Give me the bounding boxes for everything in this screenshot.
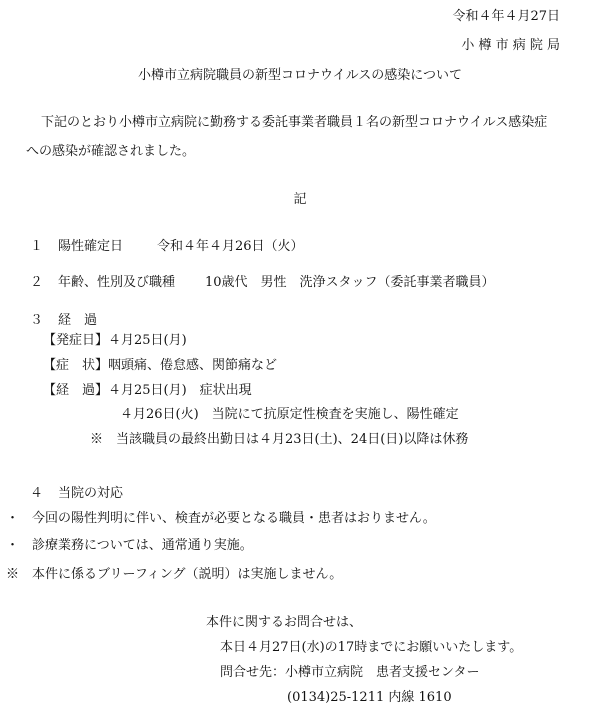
document-date: 令和４年４月27日: [452, 9, 560, 24]
contact-line-2: 本日４月27日(水)の17時までにお願いいたします。: [220, 640, 523, 655]
item-2: [30, 276, 495, 289]
item-3-number: ３: [30, 313, 44, 328]
item-3-symptoms: 【症 状】咽頭痛、倦怠感、関節痛など: [43, 358, 278, 373]
contact-line-1: 本件に関するお問合せは、: [206, 615, 363, 630]
item-3-onset: 【発症日】４月25日(月): [43, 333, 187, 348]
item-3: [30, 314, 97, 327]
item-2-label: 年齢、性別及び職種: [58, 275, 176, 290]
issuer-name: 小 樽 市 病 院 局: [461, 38, 560, 53]
item-1: [30, 240, 304, 253]
contact-line-3: 問合せ先：小樽市立病院 患者支援センター: [220, 665, 480, 680]
item-4-label: 当院の対応: [58, 486, 124, 501]
ki-heading: 記: [293, 192, 307, 207]
item-3-note: ※ 当該職員の最終出勤日は４月23日(土)、24日(日)以降は休務: [90, 432, 469, 447]
contact-phone: (0134)25-1211 内線 1610: [287, 690, 452, 705]
item-4-note: ※ 本件に係るブリーフィング（説明）は実施しません。: [6, 567, 343, 582]
item-3-course-1: 【経 過】４月25日(月) 症状出現: [43, 383, 252, 398]
intro-line-1: 下記のとおり小樽市立病院に勤務する委託事業者職員１名の新型コロナウイルス感染症: [41, 115, 548, 130]
item-1-number: １: [30, 239, 44, 254]
item-2-value: 10歳代 男性 洗浄スタッフ（委託事業者職員）: [205, 275, 495, 290]
item-3-course-2: ４月26日(火) 当院にて抗原定性検査を実施し、陽性確定: [120, 407, 459, 422]
item-1-value: 令和４年４月26日（火）: [157, 239, 304, 254]
item-4: [30, 487, 123, 500]
document-title: 小樽市立病院職員の新型コロナウイルスの感染について: [138, 68, 462, 83]
item-4-bullet-1: ・ 今回の陽性判明に伴い、検査が必要となる職員・患者はおりません。: [6, 511, 436, 526]
item-1-label: 陽性確定日: [58, 239, 124, 254]
item-2-number: ２: [30, 275, 44, 290]
item-3-label: 経 過: [58, 313, 98, 328]
item-4-number: ４: [30, 486, 44, 501]
item-4-bullet-2: ・ 診療業務については、通常通り実施。: [6, 538, 253, 553]
intro-line-2: への感染が確認されました。: [26, 144, 196, 159]
